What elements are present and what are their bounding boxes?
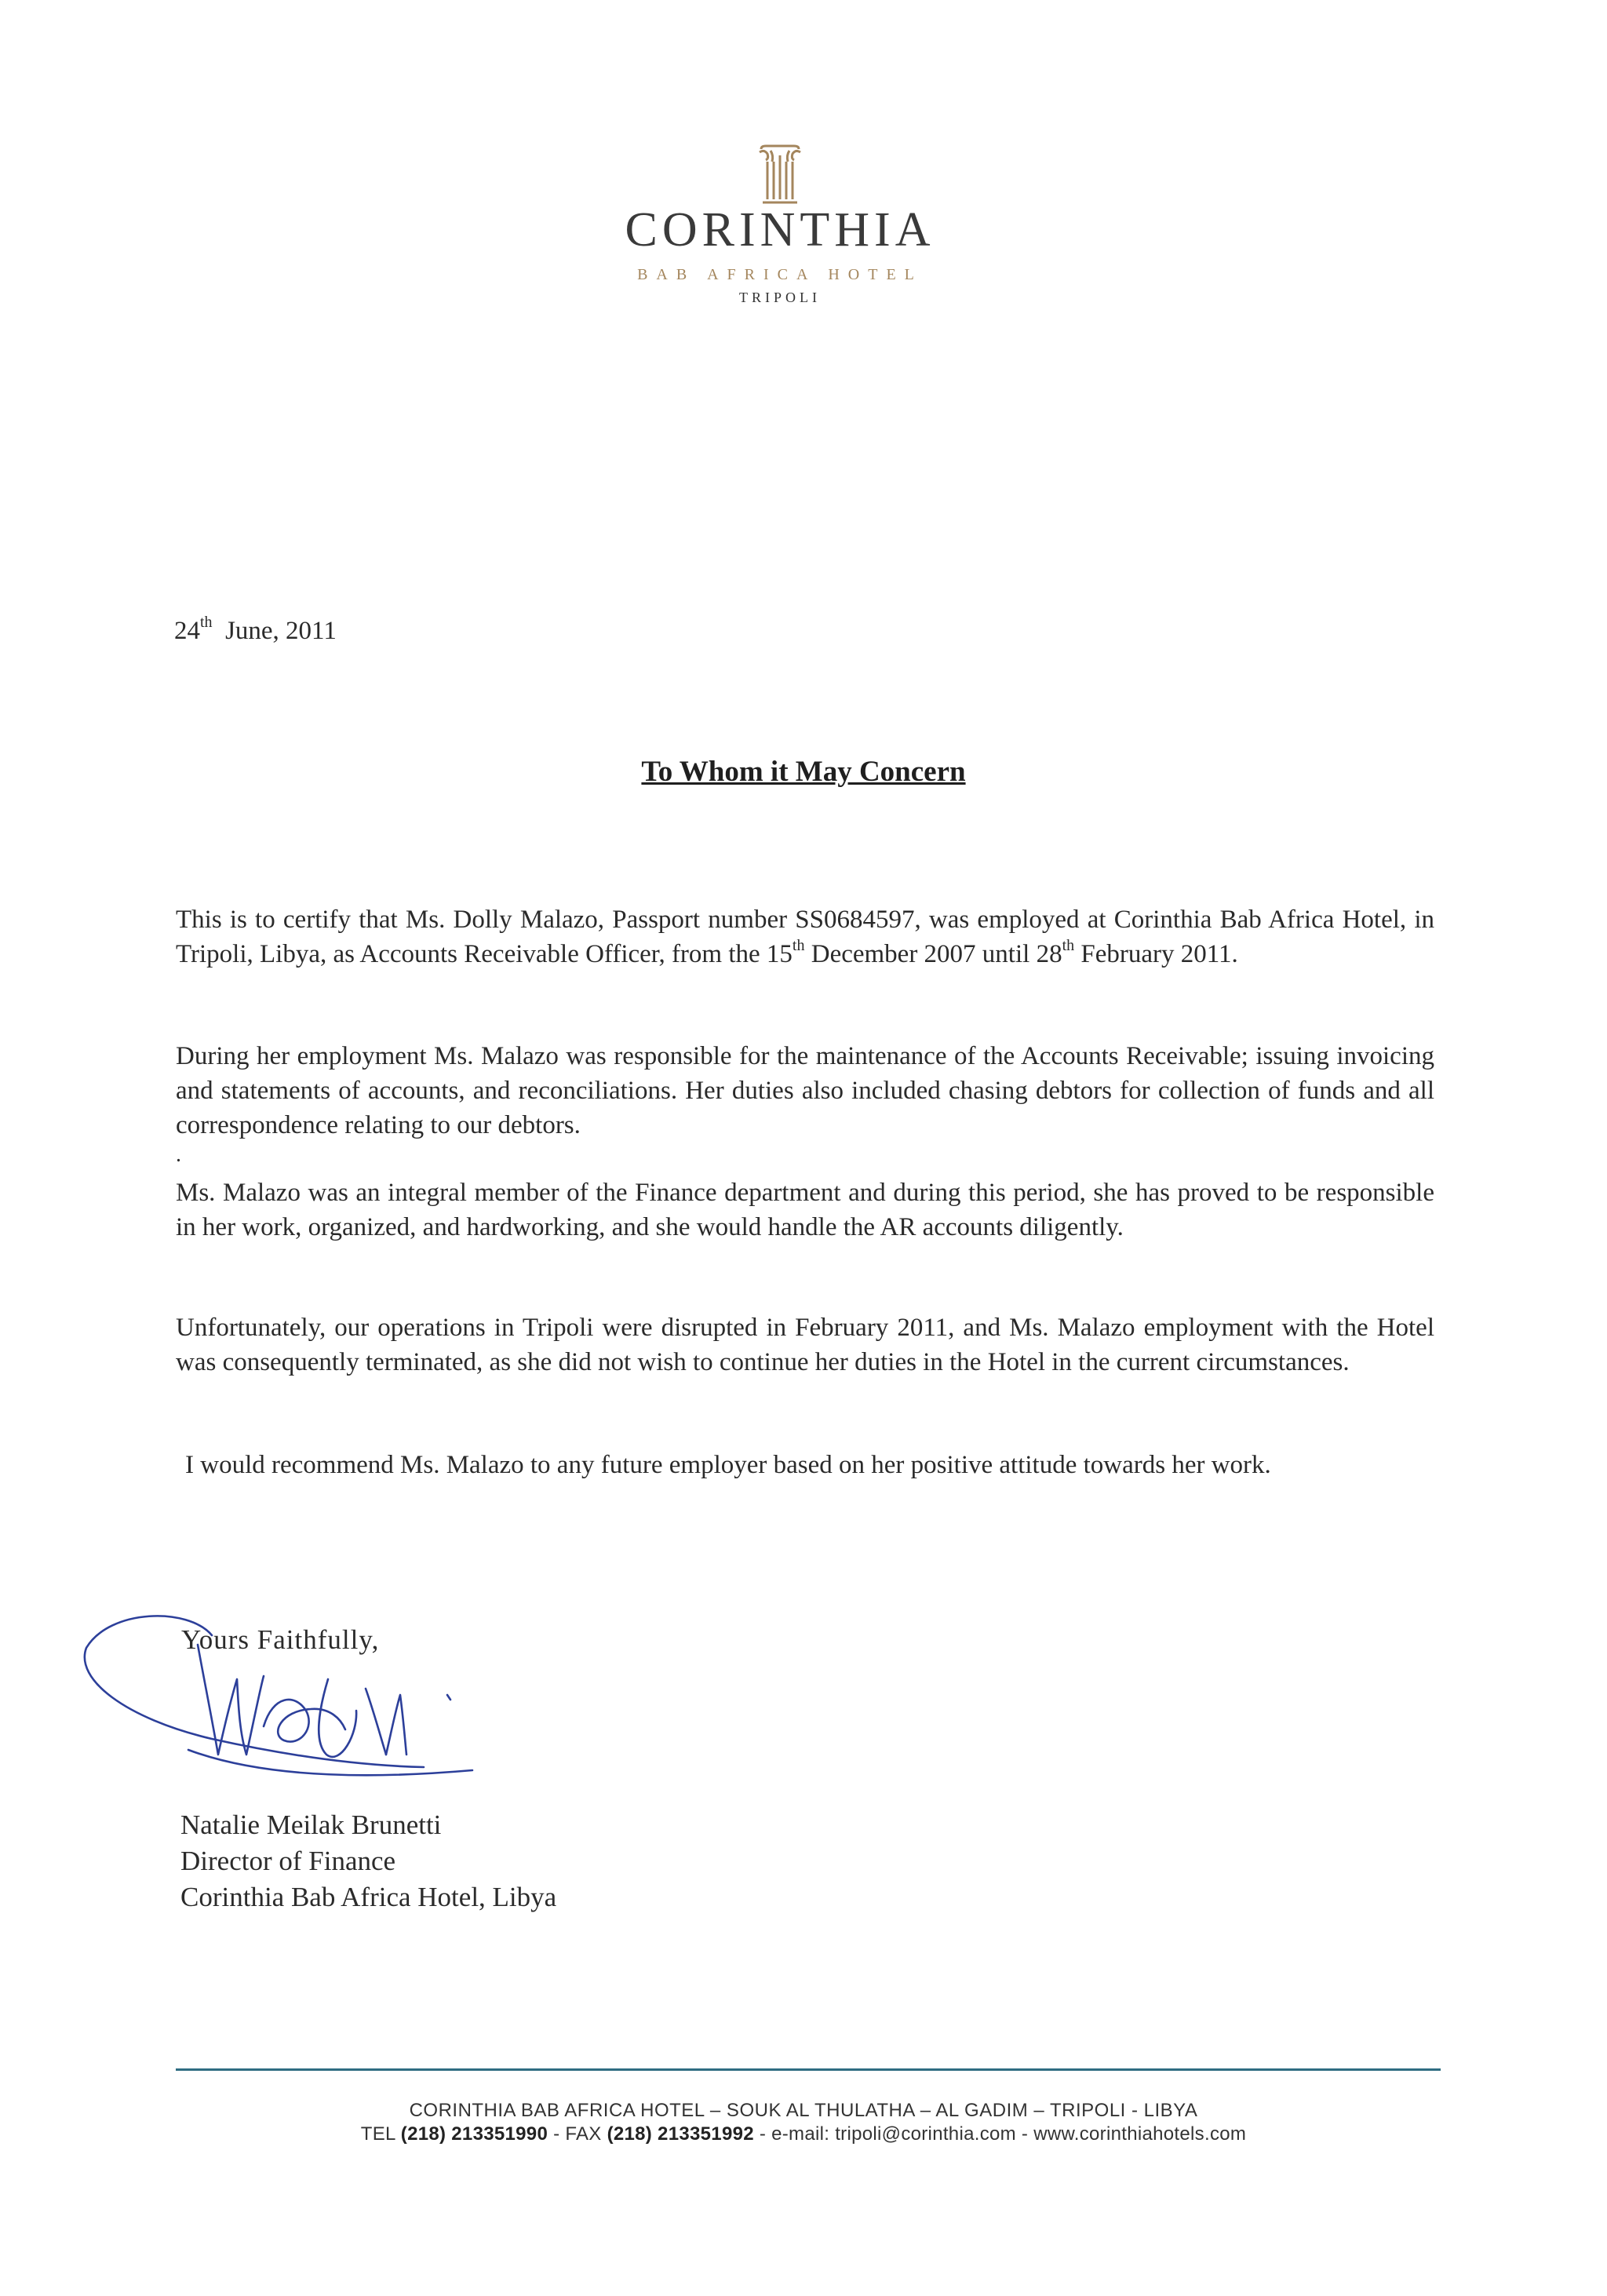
paragraph-duties: During her employment Ms. Malazo was responsible for the maintenance of the Accounts Receivable; issuing invoicing and statements of accounts, and reconciliations. Her duties also included chasing debtors for collection of funds and all correspondence relating to our debtors.: [176, 1042, 1434, 1139]
handwritten-signature: [78, 1601, 494, 1813]
date-rest: June, 2011: [225, 617, 337, 645]
letter-date: [174, 614, 337, 648]
brand-city: TRIPOLI: [739, 290, 821, 305]
footer-tel: (218) 213351990: [400, 2123, 548, 2145]
footer-fax-label: - FAX: [548, 2123, 607, 2145]
paragraph-recommendation: I would recommend Ms. Malazo to any future employer based on her positive attitude towards her work.: [185, 1451, 1271, 1479]
signatory-organization: Corinthia Bab Africa Hotel, Libya: [180, 1882, 557, 1912]
date-day: 24: [174, 617, 200, 645]
footer-fax: (218) 213351992: [607, 2123, 754, 2145]
paragraph-assessment: Ms. Malazo was an integral member of the Finance department and during this period, she has proved to be responsible in her work, organized, and hardworking, and she would handle the AR accounts diligently.: [176, 1179, 1434, 1241]
brand-name: CORINTHIA: [625, 203, 935, 257]
signatory-title: Director of Finance: [180, 1846, 396, 1876]
paragraph-certification: [176, 902, 1434, 971]
footer-contacts: [0, 2123, 1607, 2146]
corinthian-column-icon: [756, 144, 804, 206]
signatory-name: Natalie Meilak Brunetti: [180, 1809, 442, 1840]
footer-web-separator: -: [1015, 2123, 1034, 2145]
stray-mark: .: [176, 1143, 181, 1167]
footer-email-link[interactable]: tripoli@corinthia.com: [835, 2123, 1016, 2145]
p1-text-c: February 2011.: [1074, 940, 1238, 968]
footer-website-link[interactable]: www.corinthiahotels.com: [1033, 2123, 1247, 2145]
p1-text-a: This is to certify that Ms. Dolly Malazo, Passport number SS0684597, was employed at Corinthia Bab Africa Hotel, in Tripoli, Libya, as Accounts Receivable Officer, from the 15: [176, 906, 1434, 968]
p1-text-b: December 2007 until 28: [804, 940, 1062, 968]
letter-heading: To Whom it May Concern: [641, 756, 966, 788]
footer-tel-label: TEL: [360, 2123, 401, 2145]
footer-divider: [176, 2068, 1441, 2071]
p1-sup-a: th: [792, 937, 805, 954]
paragraph-termination: Unfortunately, our operations in Tripoli were disrupted in February 2011, and Ms. Malazo employment with the Hotel was consequently terminated, as she did not wish to continue her duties in the Hotel in the current circumstances.: [176, 1314, 1434, 1376]
date-day-suffix: th: [200, 614, 213, 631]
footer-address: CORINTHIA BAB AFRICA HOTEL – SOUK AL THULATHA – AL GADIM – TRIPOLI - LIBYA: [409, 2100, 1198, 2121]
brand-subtitle: BAB AFRICA HOTEL: [637, 266, 923, 283]
closing-salutation: Yours Faithfully,: [181, 1624, 380, 1655]
footer-email-label: - e-mail:: [753, 2123, 836, 2145]
p1-sup-b: th: [1062, 937, 1075, 954]
